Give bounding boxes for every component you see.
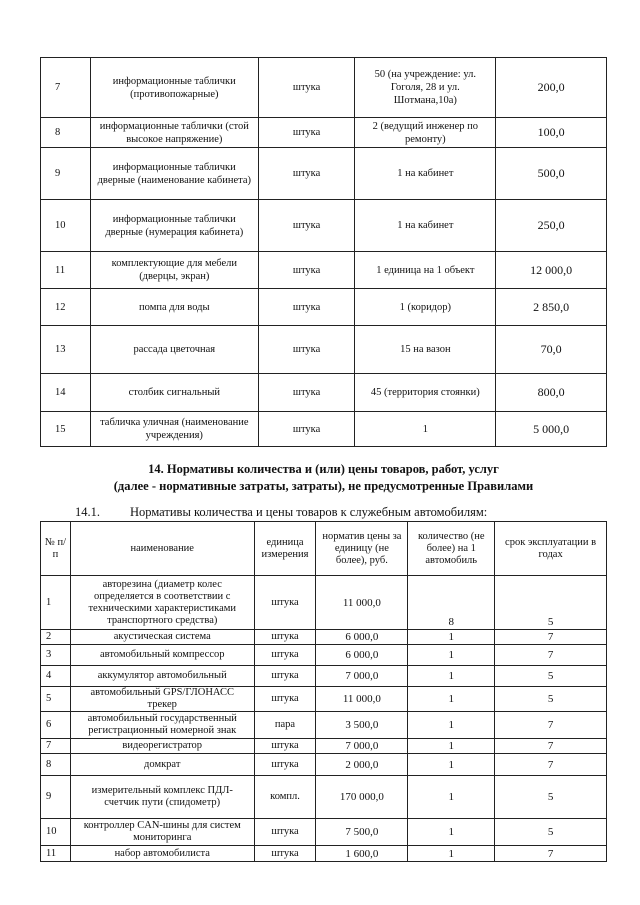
row-number: 8 xyxy=(41,754,71,776)
table-row xyxy=(41,687,607,712)
item-name: акустическая система xyxy=(70,630,254,645)
quantity: 1 xyxy=(408,754,495,776)
item-name: информационные таблички (противопожарные) xyxy=(90,58,258,118)
header-unit: единица измерения xyxy=(254,522,316,576)
quantity: 1 xyxy=(408,739,495,754)
item-name: рассада цветочная xyxy=(90,326,258,374)
table-header-row xyxy=(41,522,607,576)
unit: штука xyxy=(258,326,355,374)
subsection-heading xyxy=(75,505,487,520)
quantity-norm: 1 (коридор) xyxy=(355,289,496,326)
quantity: 1 xyxy=(408,645,495,666)
row-number: 9 xyxy=(41,148,91,200)
row-number: 8 xyxy=(41,118,91,148)
row-number: 5 xyxy=(41,687,71,712)
unit: штука xyxy=(258,118,355,148)
row-number: 6 xyxy=(41,712,71,739)
item-name: домкрат xyxy=(70,754,254,776)
unit: штука xyxy=(254,819,316,846)
item-name: информационные таблички дверные (нумерация кабинета) xyxy=(90,200,258,252)
quantity-norm: 1 на кабинет xyxy=(355,148,496,200)
quantity: 1 xyxy=(408,630,495,645)
service-life: 5 xyxy=(495,776,607,819)
section-heading-line-1: 14. Нормативы количества и (или) цены товаров, работ, услуг xyxy=(148,462,499,476)
row-number: 10 xyxy=(41,819,71,846)
row-number: 7 xyxy=(41,58,91,118)
row-number: 11 xyxy=(41,252,91,289)
unit: штука xyxy=(254,846,316,862)
table-row xyxy=(41,754,607,776)
item-name: комплектующие для мебели (дверцы, экран) xyxy=(90,252,258,289)
table-row xyxy=(41,148,607,200)
unit: штука xyxy=(254,687,316,712)
price: 2 850,0 xyxy=(496,289,607,326)
unit: штука xyxy=(258,200,355,252)
service-life: 5 xyxy=(495,687,607,712)
table-row xyxy=(41,819,607,846)
price: 800,0 xyxy=(496,374,607,412)
row-number: 10 xyxy=(41,200,91,252)
quantity: 1 xyxy=(408,846,495,862)
price: 250,0 xyxy=(496,200,607,252)
row-number: 13 xyxy=(41,326,91,374)
unit: штука xyxy=(254,666,316,687)
row-number: 7 xyxy=(41,739,71,754)
row-number: 14 xyxy=(41,374,91,412)
unit: компл. xyxy=(254,776,316,819)
service-life: 7 xyxy=(495,645,607,666)
service-life: 7 xyxy=(495,630,607,645)
section-heading xyxy=(40,461,607,495)
item-name: табличка уличная (наименование учреждения) xyxy=(90,412,258,447)
table-row xyxy=(41,58,607,118)
goods-table-continued xyxy=(40,57,607,447)
item-name: столбик сигнальный xyxy=(90,374,258,412)
unit: штука xyxy=(258,412,355,447)
price: 7 500,0 xyxy=(316,819,408,846)
price: 11 000,0 xyxy=(316,576,408,630)
service-life: 7 xyxy=(495,754,607,776)
table-row xyxy=(41,289,607,326)
table-row xyxy=(41,776,607,819)
item-name: видеорегистратор xyxy=(70,739,254,754)
price: 70,0 xyxy=(496,326,607,374)
row-number: 12 xyxy=(41,289,91,326)
quantity: 1 xyxy=(408,819,495,846)
quantity: 8 xyxy=(408,576,495,630)
quantity-norm: 1 xyxy=(355,412,496,447)
header-name: наименование xyxy=(70,522,254,576)
unit: штука xyxy=(254,645,316,666)
subsection-number: 14.1. xyxy=(75,505,100,519)
row-number: 3 xyxy=(41,645,71,666)
unit: штука xyxy=(258,58,355,118)
quantity: 1 xyxy=(408,776,495,819)
price: 7 000,0 xyxy=(316,666,408,687)
item-name: помпа для воды xyxy=(90,289,258,326)
quantity-norm: 2 (ведущий инженер по ремонту) xyxy=(355,118,496,148)
unit: штука xyxy=(258,289,355,326)
table-row xyxy=(41,374,607,412)
header-price: норматив цены за единицу (не более), руб. xyxy=(316,522,408,576)
row-number: 4 xyxy=(41,666,71,687)
item-name: информационные таблички (стой высокое напряжение) xyxy=(90,118,258,148)
quantity-norm: 50 (на учреждение: ул. Гоголя, 28 и ул. Шотмана,10а) xyxy=(355,58,496,118)
price: 200,0 xyxy=(496,58,607,118)
item-name: автомобильный государственный регистрационный номерной знак xyxy=(70,712,254,739)
table-row xyxy=(41,630,607,645)
table-row xyxy=(41,846,607,862)
item-name: набор автомобилиста xyxy=(70,846,254,862)
price: 170 000,0 xyxy=(316,776,408,819)
table-row xyxy=(41,252,607,289)
unit: штука xyxy=(254,576,316,630)
table-row xyxy=(41,412,607,447)
subsection-text: Нормативы количества и цены товаров к служебным автомобилям: xyxy=(130,505,488,519)
header-quantity: количество (не более) на 1 автомобиль xyxy=(408,522,495,576)
item-name: автомобильный компрессор xyxy=(70,645,254,666)
price: 1 600,0 xyxy=(316,846,408,862)
quantity-norm: 15 на вазон xyxy=(355,326,496,374)
unit: штука xyxy=(258,374,355,412)
row-number: 2 xyxy=(41,630,71,645)
table-row xyxy=(41,118,607,148)
row-number: 11 xyxy=(41,846,71,862)
header-number: № п/п xyxy=(41,522,71,576)
price: 6 000,0 xyxy=(316,645,408,666)
table-row xyxy=(41,576,607,630)
quantity: 1 xyxy=(408,687,495,712)
service-life: 5 xyxy=(495,819,607,846)
price: 6 000,0 xyxy=(316,630,408,645)
price: 2 000,0 xyxy=(316,754,408,776)
price: 500,0 xyxy=(496,148,607,200)
table-row xyxy=(41,200,607,252)
table-row xyxy=(41,666,607,687)
price: 12 000,0 xyxy=(496,252,607,289)
car-goods-table xyxy=(40,521,607,862)
row-number: 9 xyxy=(41,776,71,819)
price: 3 500,0 xyxy=(316,712,408,739)
unit: пара xyxy=(254,712,316,739)
price: 7 000,0 xyxy=(316,739,408,754)
table-row xyxy=(41,326,607,374)
section-heading-line-2: (далее - нормативные затраты, затраты), не предусмотренные Правилами xyxy=(113,479,534,493)
item-name: аккумулятор автомобильный xyxy=(70,666,254,687)
unit: штука xyxy=(258,252,355,289)
unit: штука xyxy=(254,754,316,776)
unit: штука xyxy=(254,630,316,645)
service-life: 7 xyxy=(495,846,607,862)
table-row xyxy=(41,712,607,739)
item-name: авторезина (диаметр колес определяется в соответствии с техническими характеристиками транспортного средства) xyxy=(70,576,254,630)
price: 5 000,0 xyxy=(496,412,607,447)
service-life: 7 xyxy=(495,712,607,739)
item-name: информационные таблички дверные (наименование кабинета) xyxy=(90,148,258,200)
row-number: 15 xyxy=(41,412,91,447)
service-life: 7 xyxy=(495,739,607,754)
item-name: контроллер CAN-шины для систем мониторинга xyxy=(70,819,254,846)
quantity-norm: 45 (территория стоянки) xyxy=(355,374,496,412)
quantity: 1 xyxy=(408,666,495,687)
table-row xyxy=(41,645,607,666)
quantity-norm: 1 единица на 1 объект xyxy=(355,252,496,289)
service-life: 5 xyxy=(495,576,607,630)
row-number: 1 xyxy=(41,576,71,630)
item-name: автомобильный GPS/ГЛОНАСС трекер xyxy=(70,687,254,712)
quantity-norm: 1 на кабинет xyxy=(355,200,496,252)
price: 11 000,0 xyxy=(316,687,408,712)
item-name: измерительный комплекс ПДЛ-счетчик пути (спидометр) xyxy=(70,776,254,819)
table-row xyxy=(41,739,607,754)
unit: штука xyxy=(258,148,355,200)
service-life: 5 xyxy=(495,666,607,687)
quantity: 1 xyxy=(408,712,495,739)
unit: штука xyxy=(254,739,316,754)
header-term: срок эксплуатации в годах xyxy=(495,522,607,576)
price: 100,0 xyxy=(496,118,607,148)
